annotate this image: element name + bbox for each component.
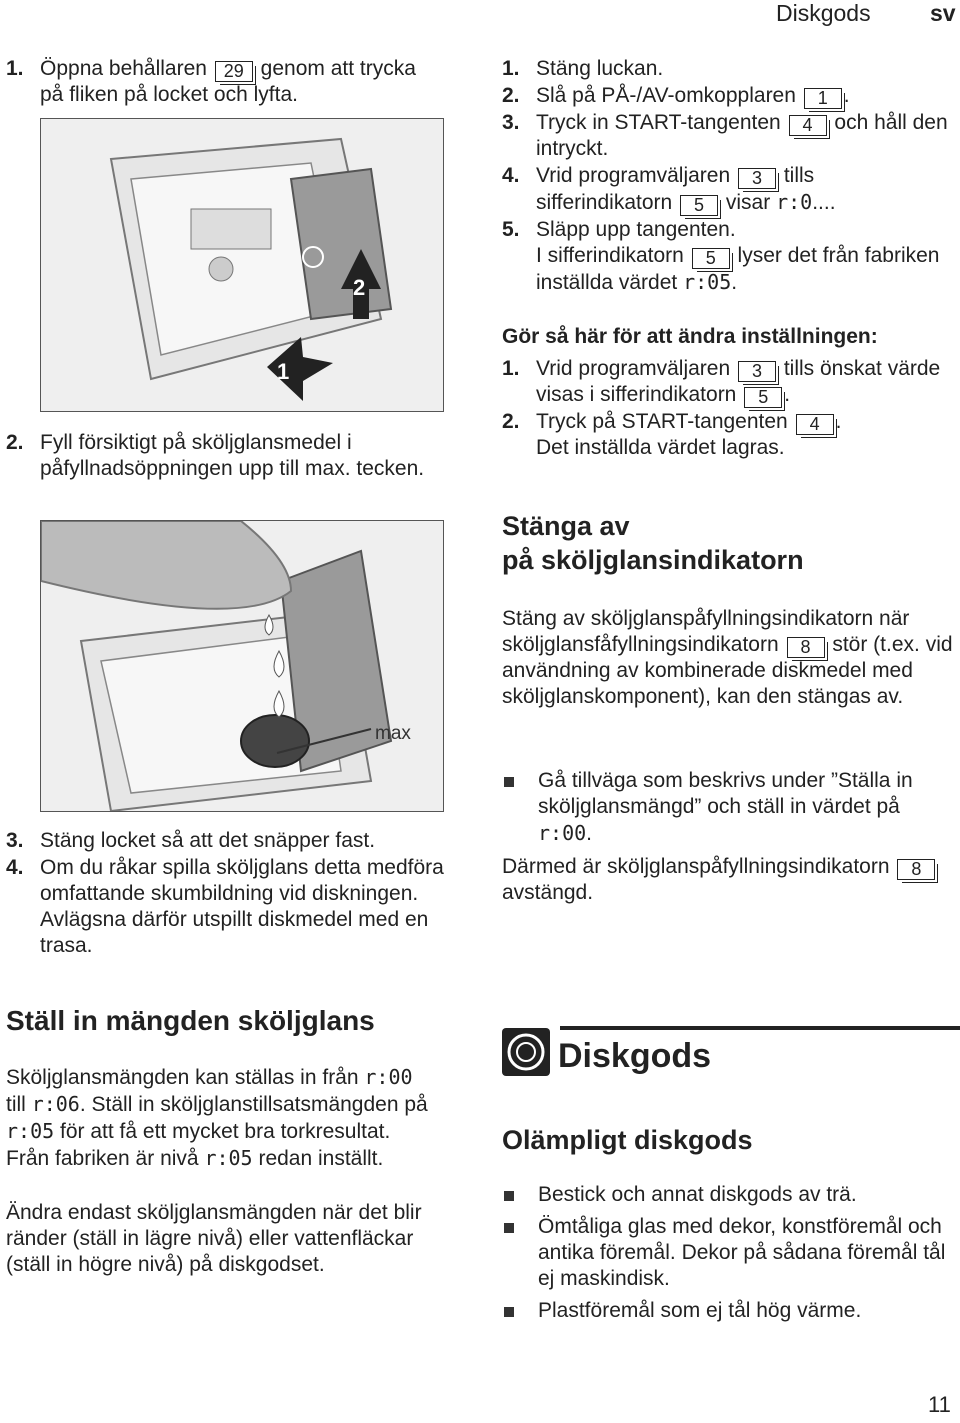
set-rinse-paragraph-2: Ändra endast sköljglansmängden när det blir ränder (ställ in lägre nivå) eller vattenfläckar (ställ in högre nivå) på diskgodset. xyxy=(6,1201,422,1276)
chapter-heading xyxy=(502,1022,960,1082)
ref-box: 3 xyxy=(738,168,776,189)
display-value: r:06 xyxy=(31,1092,80,1116)
step-text: Tryck in START-tangenten xyxy=(536,111,781,134)
section-title-unsuitable: Olämpligt diskgods xyxy=(502,1125,753,1155)
turn-off-paragraph-2 xyxy=(502,854,954,906)
step-text: .... xyxy=(812,191,836,214)
left-step-2 xyxy=(6,430,436,483)
step-text: . xyxy=(843,84,850,107)
step-text: Om du råkar spilla sköljglans detta medföra omfattande skumbildning vid diskningen. Avlägsna därför utspillt diskmedel med en trasa. xyxy=(40,856,444,957)
step-text: Öppna behållaren xyxy=(40,57,207,80)
fill-illustration xyxy=(41,521,443,811)
step-number: 3. xyxy=(6,829,24,852)
right-steps xyxy=(502,56,954,297)
step-number: 1. xyxy=(502,357,520,380)
dispenser-illustration xyxy=(41,119,443,411)
page-number: 11 xyxy=(928,1392,951,1417)
bullet-text: . xyxy=(586,822,593,845)
text: Sköljglansmängden kan ställas in från xyxy=(6,1066,359,1089)
text: till xyxy=(6,1093,26,1116)
step-text: tills sifferindikatorn xyxy=(536,164,815,214)
display-value: r:0 xyxy=(776,190,813,214)
ref-box: 3 xyxy=(738,361,776,382)
step-text: Vrid programväljaren xyxy=(536,164,731,187)
step-text: Stäng luckan. xyxy=(536,57,664,80)
step-number: 2. xyxy=(502,84,520,107)
step-number: 2. xyxy=(6,431,24,454)
change-setting-title: Gör så här för att ändra inställningen: xyxy=(502,325,878,348)
step-text: visar xyxy=(725,191,771,214)
text: Därmed är sköljglanspåfyllningsindikatorn xyxy=(502,855,890,878)
running-header-section: Diskgods xyxy=(776,0,871,26)
display-value: r:05 xyxy=(6,1119,55,1143)
bullet-text: Gå tillväga som beskrivs under ”Ställa in sköljglansmängd” och ställ in värdet på xyxy=(538,769,913,818)
change-steps xyxy=(502,356,954,462)
step-text: Slå på PÅ-/AV-omkopplaren xyxy=(536,84,796,107)
step-text: . xyxy=(835,410,842,433)
left-step-1 xyxy=(6,56,436,109)
figure-dispenser-open xyxy=(40,118,444,412)
step-text: tills önskat värde visas i sifferindikatorn xyxy=(536,357,941,406)
max-label: max xyxy=(375,723,411,744)
step-number: 1. xyxy=(6,57,24,80)
step-text: Tryck på START-tangenten xyxy=(536,410,788,433)
step-note: I sifferindikatorn xyxy=(536,244,684,267)
step-text: Vrid programväljaren xyxy=(536,357,731,380)
display-value: r:00 xyxy=(538,821,587,845)
step-number: 5. xyxy=(502,218,520,241)
step-text: . xyxy=(784,383,791,406)
ref-box: 29 xyxy=(215,61,253,82)
step-note: . xyxy=(731,271,738,294)
dishware-icon xyxy=(502,1028,550,1076)
ref-box: 5 xyxy=(744,387,782,408)
text: . Ställ in sköljglanstillsatsmängden på xyxy=(79,1093,428,1116)
ref-box: 4 xyxy=(796,414,834,435)
unsuitable-list xyxy=(502,1182,954,1324)
arrow-label-1: 1 xyxy=(277,359,290,384)
step-note: Det inställda värdet lagras. xyxy=(536,436,785,459)
ref-box: 8 xyxy=(787,637,825,658)
display-value: r:00 xyxy=(364,1065,413,1089)
display-value: r:05 xyxy=(683,270,732,294)
ref-box: 5 xyxy=(692,248,730,269)
step-text: Släpp upp tangenten. xyxy=(536,218,736,241)
step-note: lyser det från fabriken inställda värdet xyxy=(536,244,940,294)
step-number: 4. xyxy=(502,164,520,187)
text: avstängd. xyxy=(502,881,594,904)
step-text: genom att trycka på fliken på locket och lyfta. xyxy=(40,57,416,106)
ref-box: 4 xyxy=(789,115,827,136)
step-number: 1. xyxy=(502,57,520,80)
section-title-turn-off-line2: på sköljglansindikatorn xyxy=(502,545,804,575)
step-number: 4. xyxy=(6,856,24,879)
text: för att få ett mycket bra torkresultat. Från fabriken är nivå xyxy=(6,1120,391,1170)
list-item: Ömtåliga glas med dekor, konstföremål och antika föremål. Dekor på sådana föremål tål ej maskindisk. xyxy=(502,1214,954,1292)
set-rinse-paragraph-1 xyxy=(6,1064,436,1172)
left-steps-3-4 xyxy=(6,828,446,960)
section-title-turn-off-line1: Stänga av xyxy=(502,511,630,541)
section-title-set-rinse: Ställ in mängden sköljglans xyxy=(6,1005,375,1036)
display-value: r:05 xyxy=(204,1146,253,1170)
figure-fill-rinse-aid xyxy=(40,520,444,812)
text: stör (t.ex. vid användning av kombinerade diskmedel med sköljglanskomponent), kan den stängas av. xyxy=(502,633,953,708)
list-item: Plastföremål som ej tål hög värme. xyxy=(502,1298,954,1324)
step-number: 2. xyxy=(502,410,520,433)
plate-icon xyxy=(502,1028,550,1076)
chapter-title: Diskgods xyxy=(558,1037,712,1075)
list-item: Bestick och annat diskgods av trä. xyxy=(502,1182,954,1208)
step-number: 3. xyxy=(502,111,520,134)
text: redan inställt. xyxy=(258,1147,384,1170)
ref-box: 5 xyxy=(680,195,718,216)
step-text: Fyll försiktigt på sköljglansmedel i påfyllnadsöppningen upp till max. tecken. xyxy=(40,431,425,480)
step-text: och håll den intryckt. xyxy=(536,111,948,160)
step-text: Stäng locket så att det snäpper fast. xyxy=(40,829,376,852)
ref-box: 8 xyxy=(897,859,935,880)
ref-box: 1 xyxy=(804,88,842,109)
text: Stäng av sköljglanspåfyllningsindikatorn när sköljglansfåfyllningsindikatorn xyxy=(502,607,910,656)
turn-off-bullet xyxy=(502,768,954,847)
chapter-rule xyxy=(560,1026,960,1030)
arrow-label-2: 2 xyxy=(353,275,366,300)
running-header-lang: sv xyxy=(930,0,956,26)
turn-off-paragraph-1 xyxy=(502,606,954,710)
